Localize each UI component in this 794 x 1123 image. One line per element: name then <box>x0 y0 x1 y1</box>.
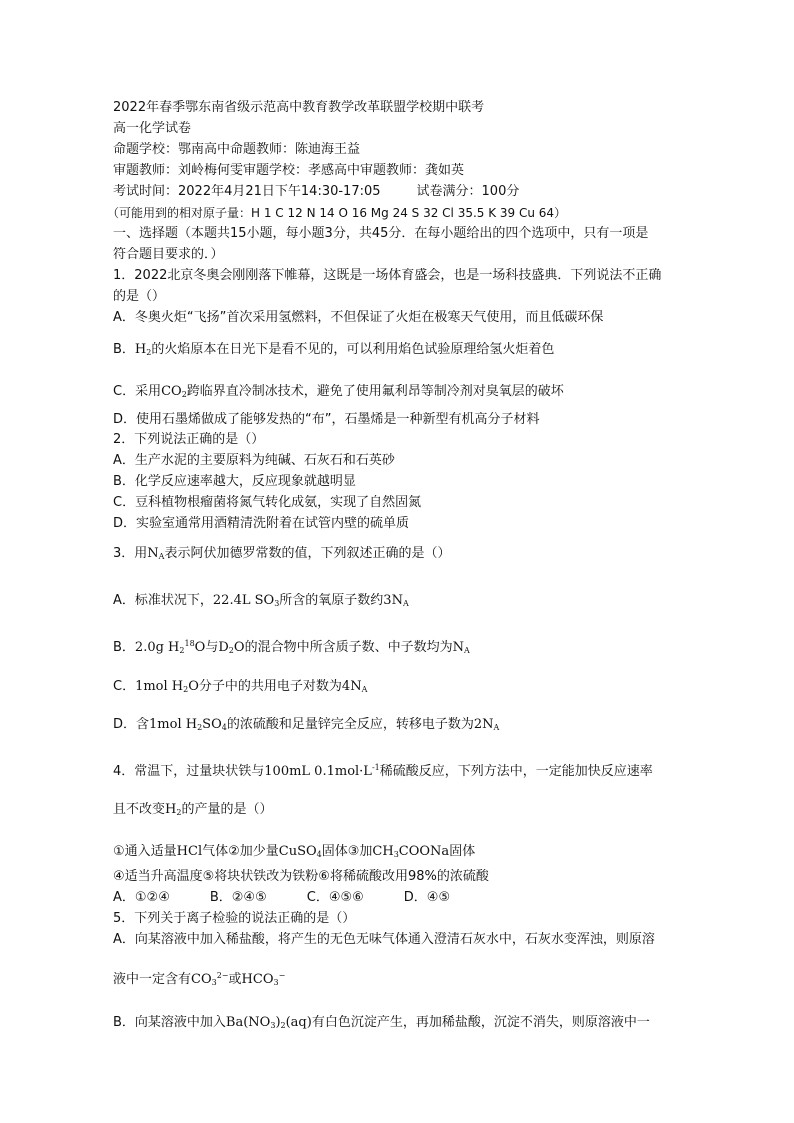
q4-methods-line1: ①通入适量HCl气体②加少量CuSO$_4$固体③加$CH_3COONa$固体 <box>113 844 476 859</box>
q3-option-b: B．2.0g $H_2^{18}O$与$D_2O$的混合物中所含质子数、中子数均为$N_A$ <box>113 639 470 655</box>
section-heading-line1: 一、选择题（本题共15小题，每小题3分，共45分．在每小题给出的四个选项中，只有一项是 <box>113 226 649 241</box>
q2-option-c: C．豆科植物根瘤菌将氮气转化成氨，实现了自然固氮 <box>113 495 422 510</box>
atomic-masses: （可能用到的相对原子量：H 1 C 12 N 14 O 16 Mg 24 S 32 Cl 35.5 K 39 Cu 64） <box>107 206 567 220</box>
formula-3na: $3N_A$ <box>383 593 409 608</box>
q2-option-d: D．实验室通常用酒精清洗附着在试管内壁的硫单质 <box>113 516 410 531</box>
q5-option-a-line1: A．向某溶液中加入稀盐酸，将产生的无色无味气体通入澄清石灰水中，石灰水变浑浊，则原溶 <box>113 932 655 947</box>
paper-title: 高一化学试卷 <box>113 121 192 136</box>
q2-option-b: B．化学反应速率越大，反应现象就越明显 <box>113 474 356 489</box>
reviewers-line: 审题教师：刘岭梅何雯审题学校：孝感高中审题教师：龚如英 <box>113 163 465 178</box>
formula-h2-18o: 2.0g $H_2^{18}O$ <box>134 639 206 655</box>
q3-option-a: A．标准状况下，22.4L $SO_3$所含的氧原子数约$3N_A$ <box>113 593 409 608</box>
q2-stem: 2．下列说法正确的是（） <box>113 432 265 447</box>
q2-option-a: A．生产水泥的主要原料为纯碱、石灰石和石英砂 <box>113 453 395 468</box>
q1-option-d: D．使用石墨烯做成了能够发热的“布”，石墨烯是一种新型有机高分子材料 <box>113 412 540 427</box>
formula-h2: $H_2$ <box>134 342 152 357</box>
q5-option-b: B．向某溶液中加入$Ba(NO_3)_2(aq)$有白色沉淀产生，再加稀盐酸，沉淀不消失，则原溶液中一 <box>113 1015 650 1030</box>
q3-stem: 3．用$N_A$表示阿伏加德罗常数的值，下列叙述正确的是（） <box>113 546 451 561</box>
q1-option-c: C．采用$CO_2$跨临界直冷制冰技术，避免了使用氟利昂等制冷剂对臭氧层的破坏 <box>113 384 564 399</box>
q3-option-d: D．含1mol $H_2SO_4$的浓硫酸和足量锌完全反应，转移电子数为$2N_A$ <box>113 717 500 732</box>
q4-choice-d: D．④⑤ <box>403 890 451 905</box>
q4-stem-line1: 4．常温下，过量块状铁与100mL $0.1mol\cdot L^{-1}$稀硫酸反应，下列方法中，一定能加快反应速率 <box>113 763 653 779</box>
exam-title: 2022年春季鄂东南省级示范高中教育教学改革联盟学校期中联考 <box>113 100 485 115</box>
formula-h2-q4: $H_2$ <box>165 802 182 817</box>
q4-choice-a: A．①②④ <box>113 890 170 905</box>
q4-choices <box>113 890 713 906</box>
q4-methods-line2: ④适当升高温度⑤将块状铁改为铁粉⑥将稀硫酸改用98%的浓硫酸 <box>113 869 489 884</box>
formula-h2o: 1mol $H_2O$ <box>135 679 199 694</box>
formula-concentration: 100mL $0.1mol\cdot L^{-1}$ <box>264 763 380 779</box>
q1-option-b: B．$H_2$的火焰原本在日光下是看不见的，可以利用焰色试验原理给氢火炬着色 <box>113 342 555 357</box>
q4-choice-b: B．②④⑤ <box>209 890 267 905</box>
q5-option-a-line2: 液中一定含有$CO_3^{2-}$或$HCO_3^-$ <box>113 971 286 987</box>
formula-ba-no3: $Ba(NO_3)_2(aq)$ <box>225 1015 312 1030</box>
formula-d2o: $D_2O$ <box>218 640 245 655</box>
exam-info-line <box>113 184 713 200</box>
q4-stem-line2: 且不改变$H_2$的产量的是（） <box>113 802 273 817</box>
q4-choice-c: C．④⑤⑥ <box>306 890 364 905</box>
full-score: 试卷满分：100分 <box>416 184 520 199</box>
exam-time: 考试时间：2022年4月21日下午14:30-17:05 <box>113 184 381 199</box>
formula-co3: $CO_3^{2-}$ <box>191 971 229 987</box>
formula-h2so4: 1mol $H_2SO_4$ <box>149 717 227 732</box>
q3-option-c: C．1mol $H_2O$分子中的共用电子对数为$4N_A$ <box>113 679 368 694</box>
formula-cuso4: CuSO$_4$ <box>278 844 322 859</box>
setters-line: 命题学校：鄂南高中命题教师：陈迪海王益 <box>113 142 361 157</box>
formula-2na: $2N_A$ <box>473 717 500 732</box>
q1-option-a: A．冬奥火炬“飞扬”首次采用氢燃料，不但保证了火炬在极寒天气使用，而且低碳环保 <box>113 310 604 325</box>
formula-so3-volume: 22.4L $SO_3$ <box>212 593 280 608</box>
formula-ch3coona: $CH_3COONa$ <box>372 844 450 859</box>
formula-hcl: HCl <box>176 844 203 859</box>
section-heading-line2: 符合题目要求的．） <box>113 247 224 262</box>
formula-4na: $4N_A$ <box>341 679 368 694</box>
q1-stem-line1: 1．2022北京冬奥会刚刚落下帷幕，这既是一场体育盛会，也是一场科技盛典．下列说法不正确 <box>113 268 662 283</box>
formula-na: $N_A$ <box>147 546 165 561</box>
q1-stem-line2: 的是（） <box>113 289 166 304</box>
q5-stem: 5．下列关于离子检验的说法正确的是（） <box>113 911 356 926</box>
formula-hco3: $HCO_3^-$ <box>241 971 286 987</box>
formula-na-b: $N_A$ <box>452 640 470 655</box>
formula-co2: $CO_2$ <box>161 384 187 399</box>
